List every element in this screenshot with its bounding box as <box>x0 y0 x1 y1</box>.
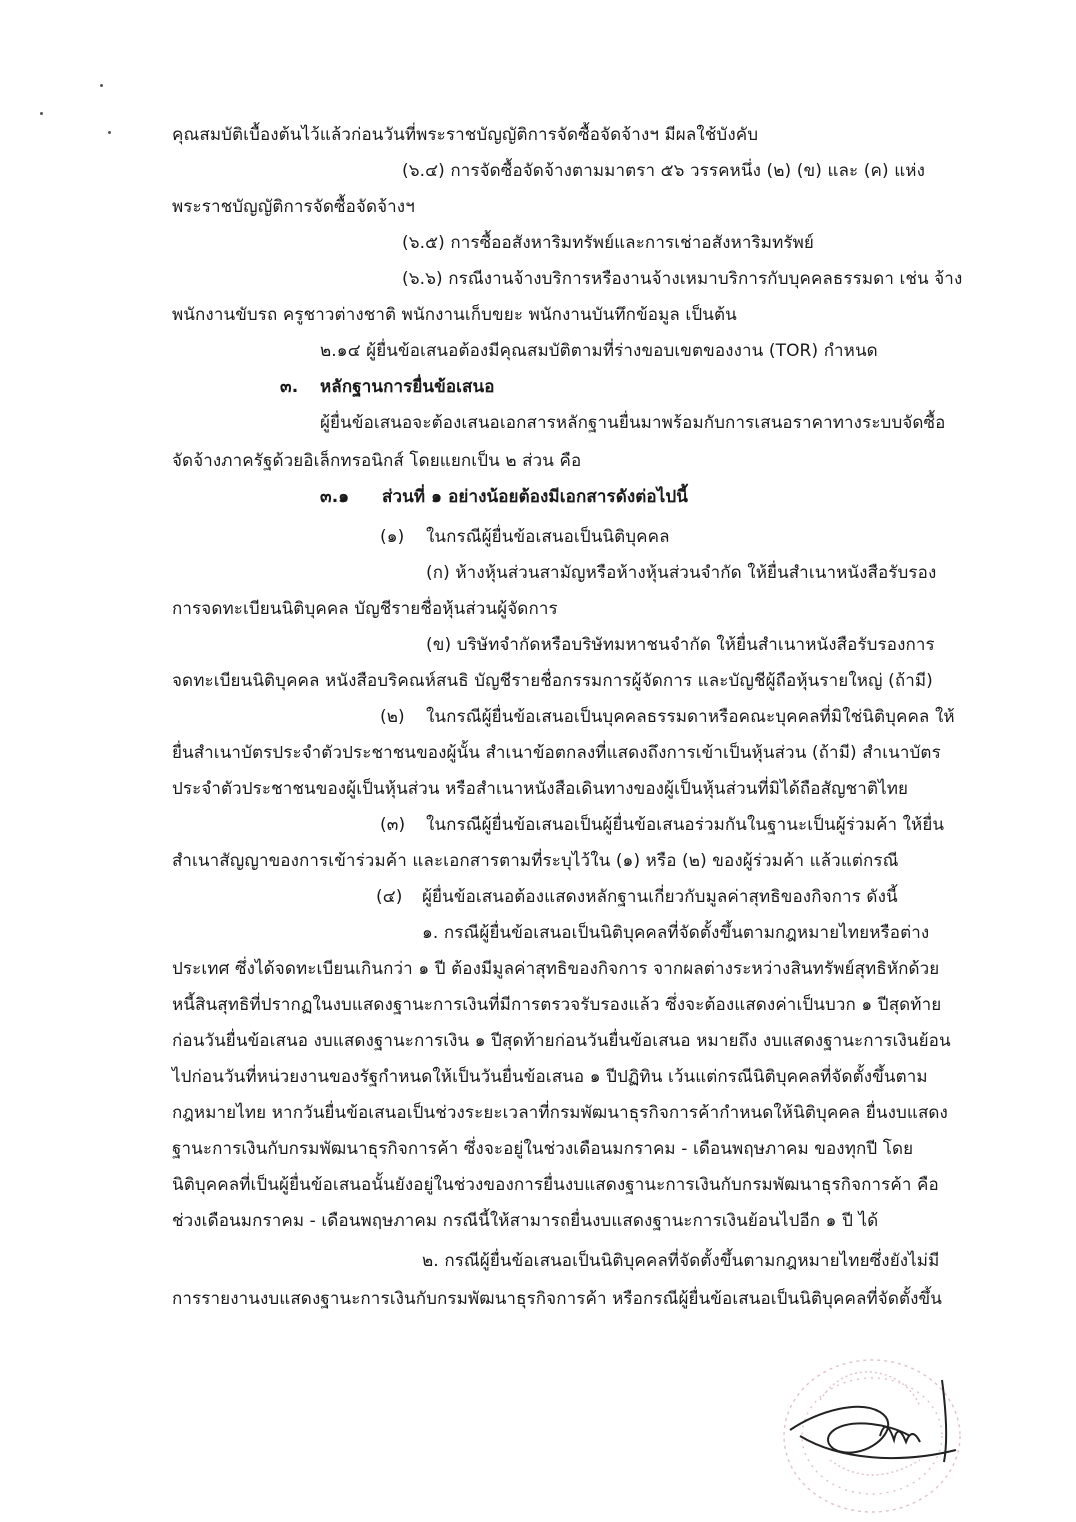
text-line: การจดทะเบียนนิติบุคคล บัญชีรายชื่อหุ้นส่วนผู้จัดการ <box>172 599 558 619</box>
signature-stamp <box>760 1340 980 1520</box>
text-line: กฎหมายไทย หากวันยื่นข้อเสนอเป็นช่วงระยะเวลาที่กรมพัฒนาธุรกิจการค้ากำหนดให้นิติบุคคล ยื่นงบแสดง <box>172 1103 948 1123</box>
text-line: ๒.๑๔ ผู้ยื่นข้อเสนอต้องมีคุณสมบัติตามที่ร่างขอบเขตของงาน (TOR) กำหนด <box>320 341 878 361</box>
text-line: ในกรณีผู้ยื่นข้อเสนอเป็นผู้ยื่นข้อเสนอร่วมกันในฐานะเป็นผู้ร่วมค้า ให้ยื่น <box>426 815 945 835</box>
text-line: ๑. กรณีผู้ยื่นข้อเสนอเป็นนิติบุคคลที่จัดตั้งขึ้นตามกฎหมายไทยหรือต่าง <box>422 923 930 943</box>
text-line: ประเทศ ซึ่งได้จดทะเบียนเกินกว่า ๑ ปี ต้องมีมูลค่าสุทธิของกิจการ จากผลต่างระหว่างสินทรัพย์สุทธิหักด้วย <box>172 959 940 979</box>
text-line: สำเนาสัญญาของการเข้าร่วมค้า และเอกสารตามที่ระบุไว้ใน (๑) หรือ (๒) ของผู้ร่วมค้า แล้วแต่กรณี <box>172 851 899 871</box>
text-line: (๖.๔) การจัดซื้อจัดจ้างตามมาตรา ๕๖ วรรคหนึ่ง (๒) (ข) และ (ค) แห่ง <box>402 161 925 181</box>
item-number: (๒) <box>380 707 405 727</box>
text-line: ไปก่อนวันที่หน่วยงานของรัฐกำหนดให้เป็นวันยื่นข้อเสนอ ๑ ปีปฏิทิน เว้นแต่กรณีนิติบุคคลที่จัดตั้งขึ้นตาม <box>172 1067 928 1087</box>
scan-speck <box>40 112 43 115</box>
text-line: นิติบุคคลที่เป็นผู้ยื่นข้อเสนอนั้นยังอยู่ในช่วงของการยื่นงบแสดงฐานะการเงินกับกรมพัฒนาธุรกิจการค้า คือ <box>172 1175 939 1195</box>
text-line: พระราชบัญญัติการจัดซื้อจัดจ้างฯ <box>172 197 415 217</box>
handwritten-signature <box>790 1380 956 1462</box>
subsection-heading: ส่วนที่ ๑ อย่างน้อยต้องมีเอกสารดังต่อไปนี้ <box>382 487 688 507</box>
text-line: ประจำตัวประชาชนของผู้เป็นหุ้นส่วน หรือสำเนาหนังสือเดินทางของผู้เป็นหุ้นส่วนที่มิได้ถือสัญชาติไทย <box>172 779 909 799</box>
text-line: (ข) บริษัทจำกัดหรือบริษัทมหาชนจำกัด ให้ยื่นสำเนาหนังสือรับรองการ <box>426 635 935 655</box>
seal-stamp <box>784 1360 960 1512</box>
scan-speck <box>108 131 111 134</box>
text-line: หนี้สินสุทธิที่ปรากฏในงบแสดงฐานะการเงินที่มีการตรวจรับรองแล้ว ซึ่งจะต้องแสดงค่าเป็นบวก ๑ ปีสุดท้าย <box>172 995 942 1015</box>
text-line: (๖.๕) การซื้ออสังหาริมทรัพย์และการเช่าอสังหาริมทรัพย์ <box>402 233 814 253</box>
subsection-number: ๓.๑ <box>320 487 350 507</box>
item-number: (๓) <box>380 815 406 835</box>
text-line: (ก) ห้างหุ้นส่วนสามัญหรือห้างหุ้นส่วนจำกัด ให้ยื่นสำเนาหนังสือรับรอง <box>426 563 937 583</box>
text-line: คุณสมบัติเบื้องต้นไว้แล้วก่อนวันที่พระราชบัญญัติการจัดซื้อจัดจ้างฯ มีผลใช้บังคับ <box>172 125 759 145</box>
text-line: ฐานะการเงินกับกรมพัฒนาธุรกิจการค้า ซึ่งจะอยู่ในช่วงเดือนมกราคม - เดือนพฤษภาคม ของทุกปี โดย <box>172 1139 914 1159</box>
text-line: ช่วงเดือนมกราคม - เดือนพฤษภาคม กรณีนี้ให้สามารถยื่นงบแสดงฐานะการเงินย้อนไปอีก ๑ ปี ได้ <box>172 1211 879 1231</box>
item-number: (๑) <box>380 527 405 547</box>
text-line: การรายงานงบแสดงฐานะการเงินกับกรมพัฒนาธุรกิจการค้า หรือกรณีผู้ยื่นข้อเสนอเป็นนิติบุคคลที่จัดตั้งขึ้น <box>172 1289 942 1309</box>
scan-speck <box>100 84 103 87</box>
text-line: จดทะเบียนนิติบุคคล หนังสือบริคณห์สนธิ บัญชีรายชื่อกรรมการผู้จัดการ และบัญชีผู้ถือหุ้นรายใหญ่ (ถ้ามี) <box>172 671 933 691</box>
text-line: พนักงานขับรถ ครูชาวต่างชาติ พนักงานเก็บขยะ พนักงานบันทึกข้อมูล เป็นต้น <box>172 305 737 325</box>
text-line: ในกรณีผู้ยื่นข้อเสนอเป็นนิติบุคคล <box>426 527 670 547</box>
text-line: ผู้ยื่นข้อเสนอต้องแสดงหลักฐานเกี่ยวกับมูลค่าสุทธิของกิจการ ดังนี้ <box>422 887 898 907</box>
text-line: ยื่นสำเนาบัตรประจำตัวประชาชนของผู้นั้น สำเนาข้อตกลงที่แสดงถึงการเข้าเป็นหุ้นส่วน (ถ้ามี) สำเนาบัตร <box>172 743 941 763</box>
text-line: จัดจ้างภาครัฐด้วยอิเล็กทรอนิกส์ โดยแยกเป็น ๒ ส่วน คือ <box>172 451 582 471</box>
section-number: ๓. <box>280 377 299 397</box>
text-line: ในกรณีผู้ยื่นข้อเสนอเป็นบุคคลธรรมดาหรือคณะบุคคลที่มิใช่นิติบุคคล ให้ <box>426 707 955 727</box>
text-line: ๒. กรณีผู้ยื่นข้อเสนอเป็นนิติบุคคลที่จัดตั้งขึ้นตามกฎหมายไทยซึ่งยังไม่มี <box>422 1251 940 1271</box>
text-line: ก่อนวันยื่นข้อเสนอ งบแสดงฐานะการเงิน ๑ ปีสุดท้ายก่อนวันยื่นข้อเสนอ หมายถึง งบแสดงฐานะการเงินย้อน <box>172 1031 951 1051</box>
text-line: (๖.๖) กรณีงานจ้างบริการหรืองานจ้างเหมาบริการกับบุคคลธรรมดา เช่น จ้าง <box>402 269 963 289</box>
section-heading: หลักฐานการยื่นข้อเสนอ <box>320 377 495 397</box>
text-line: ผู้ยื่นข้อเสนอจะต้องเสนอเอกสารหลักฐานยื่นมาพร้อมกับการเสนอราคาทางระบบจัดซื้อ <box>320 413 946 433</box>
item-number: (๔) <box>376 887 403 907</box>
